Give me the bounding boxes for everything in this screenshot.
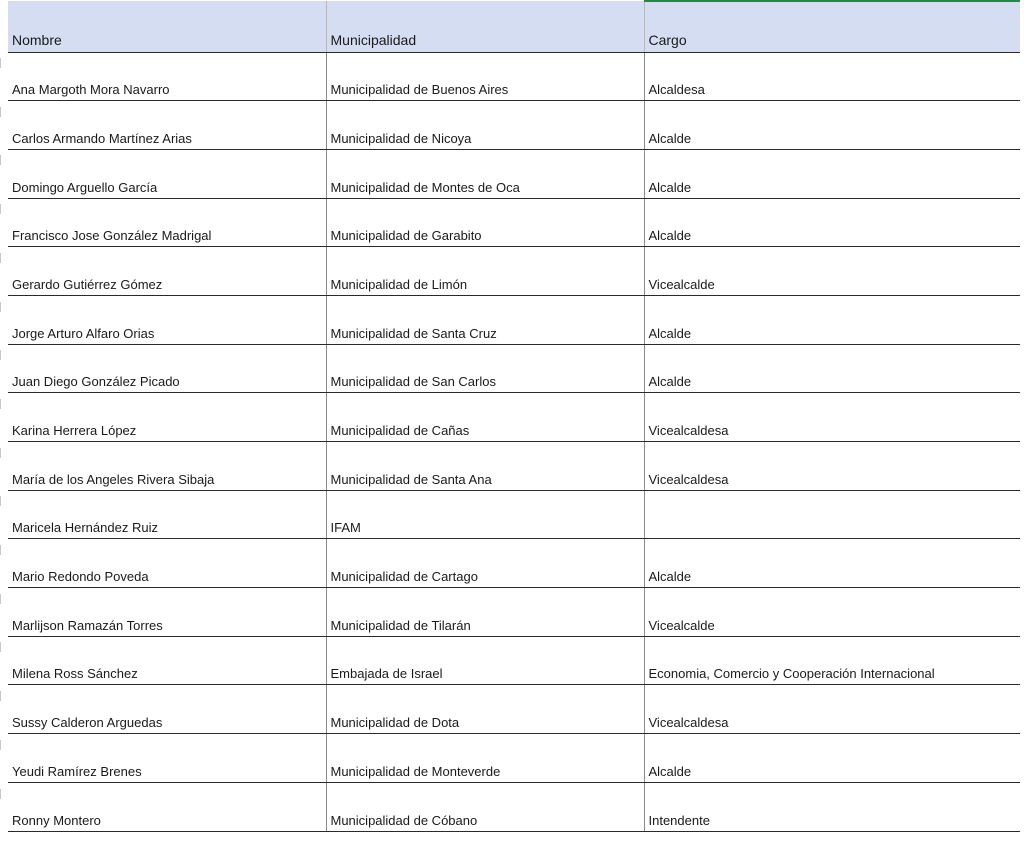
cell-municipality[interactable]: Municipalidad de Limón	[326, 247, 644, 296]
cell-name[interactable]: Carlos Armando Martínez Arias	[8, 101, 326, 150]
table-row	[8, 442, 1020, 491]
table-row	[8, 149, 1020, 198]
cell-name[interactable]: Mario Redondo Poveda	[8, 539, 326, 588]
header-cell-nombre[interactable]: Nombre	[8, 1, 326, 52]
cell-role[interactable]: Vicealcalde	[644, 247, 1020, 296]
header-row	[8, 1, 1020, 52]
data-table	[8, 0, 1020, 832]
edge-tick	[0, 155, 1, 165]
table-row	[8, 198, 1020, 247]
cell-name[interactable]: Yeudi Ramírez Brenes	[8, 734, 326, 783]
cell-municipality[interactable]: Municipalidad de Cartago	[326, 539, 644, 588]
cell-municipality[interactable]: Municipalidad de Tilarán	[326, 588, 644, 637]
table-row	[8, 490, 1020, 539]
cell-municipality[interactable]: Municipalidad de Cañas	[326, 393, 644, 442]
cell-municipality[interactable]: Municipalidad de Santa Ana	[326, 442, 644, 491]
table-row	[8, 782, 1020, 831]
cell-role[interactable]: Alcalde	[644, 539, 1020, 588]
cell-name[interactable]: Karina Herrera López	[8, 393, 326, 442]
cell-municipality[interactable]: Municipalidad de Nicoya	[326, 101, 644, 150]
edge-tick	[0, 107, 1, 117]
cell-role[interactable]: Vicealcaldesa	[644, 685, 1020, 734]
cell-name[interactable]: Ana Margoth Mora Navarro	[8, 52, 326, 101]
cell-name[interactable]: Juan Diego González Picado	[8, 344, 326, 393]
cell-municipality[interactable]: Municipalidad de Garabito	[326, 198, 644, 247]
table-row	[8, 539, 1020, 588]
cell-name[interactable]: Maricela Hernández Ruiz	[8, 490, 326, 539]
edge-tick	[0, 642, 1, 652]
cell-municipality[interactable]: Embajada de Israel	[326, 636, 644, 685]
cell-name[interactable]: Gerardo Gutiérrez Gómez	[8, 247, 326, 296]
table-row	[8, 685, 1020, 734]
row-edge-marks	[0, 0, 3, 842]
cell-role[interactable]: Vicealcaldesa	[644, 442, 1020, 491]
edge-tick	[0, 594, 1, 604]
cell-role[interactable]: Intendente	[644, 782, 1020, 831]
cell-municipality[interactable]: Municipalidad de Montes de Oca	[326, 149, 644, 198]
cell-role[interactable]: Alcalde	[644, 101, 1020, 150]
table-row	[8, 344, 1020, 393]
cell-municipality[interactable]: Municipalidad de Buenos Aires	[326, 52, 644, 101]
cell-role[interactable]: Alcalde	[644, 734, 1020, 783]
edge-tick	[0, 204, 1, 214]
cell-role[interactable]: Economia, Comercio y Cooperación Internacional	[644, 636, 1020, 685]
cell-municipality[interactable]: Municipalidad de Monteverde	[326, 734, 644, 783]
table-row	[8, 247, 1020, 296]
edge-tick	[0, 253, 1, 263]
edge-tick	[0, 399, 1, 409]
cell-role[interactable]: Alcaldesa	[644, 52, 1020, 101]
edge-tick	[0, 691, 1, 701]
cell-name[interactable]: Sussy Calderon Arguedas	[8, 685, 326, 734]
cell-municipality[interactable]: Municipalidad de Cóbano	[326, 782, 644, 831]
table-row	[8, 101, 1020, 150]
cell-name[interactable]: Milena Ross Sánchez	[8, 636, 326, 685]
cell-name[interactable]: Francisco Jose González Madrigal	[8, 198, 326, 247]
edge-tick	[0, 302, 1, 312]
cell-municipality[interactable]: Municipalidad de Dota	[326, 685, 644, 734]
cell-municipality[interactable]: Municipalidad de Santa Cruz	[326, 295, 644, 344]
header-cell-municipalidad[interactable]: Municipalidad	[326, 1, 644, 52]
cell-name[interactable]: María de los Angeles Rivera Sibaja	[8, 442, 326, 491]
cell-municipality[interactable]: Municipalidad de San Carlos	[326, 344, 644, 393]
header-cell-cargo[interactable]: Cargo	[644, 1, 1020, 52]
cell-role[interactable]: Vicealcalde	[644, 588, 1020, 637]
edge-tick	[0, 350, 1, 360]
table-row	[8, 588, 1020, 637]
cell-name[interactable]: Marlijson Ramazán Torres	[8, 588, 326, 637]
cell-name[interactable]: Jorge Arturo Alfaro Orias	[8, 295, 326, 344]
cell-role[interactable]: Alcalde	[644, 344, 1020, 393]
table-row	[8, 52, 1020, 101]
cell-role[interactable]	[644, 490, 1020, 539]
cell-role[interactable]: Alcalde	[644, 149, 1020, 198]
edge-tick	[0, 496, 1, 506]
edge-tick	[0, 448, 1, 458]
cell-role[interactable]: Vicealcaldesa	[644, 393, 1020, 442]
edge-tick	[0, 789, 1, 799]
table-row	[8, 734, 1020, 783]
cell-role[interactable]: Alcalde	[644, 198, 1020, 247]
edge-tick	[0, 545, 1, 555]
table-row	[8, 393, 1020, 442]
cell-name[interactable]: Domingo Arguello García	[8, 149, 326, 198]
cell-role[interactable]: Alcalde	[644, 295, 1020, 344]
cell-name[interactable]: Ronny Montero	[8, 782, 326, 831]
edge-tick	[0, 58, 1, 68]
table-row	[8, 295, 1020, 344]
cell-municipality[interactable]: IFAM	[326, 490, 644, 539]
edge-tick	[0, 740, 1, 750]
table-row	[8, 636, 1020, 685]
